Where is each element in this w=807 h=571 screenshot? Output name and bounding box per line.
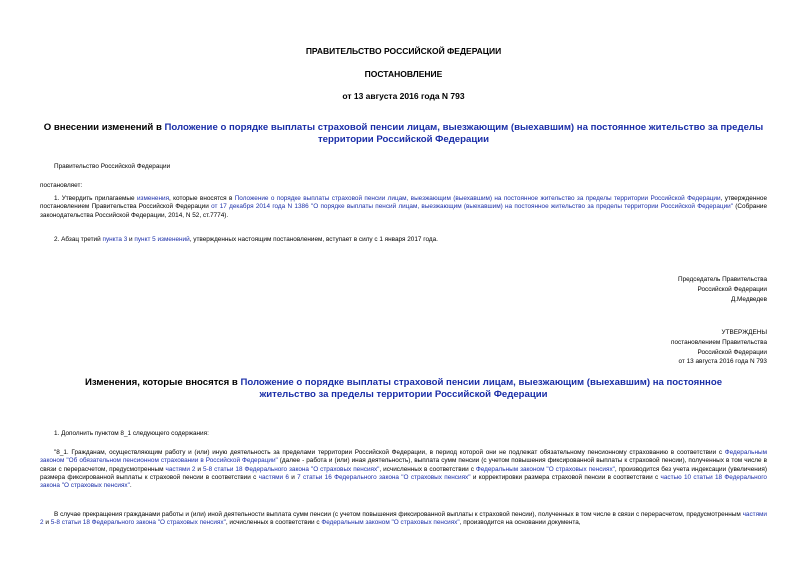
quoted-paragraph [40,449,767,490]
signature-name: Д.Медведев [730,295,767,303]
paragraph-2 [54,236,767,244]
decrees-label: постановляет: [40,182,83,189]
q-parts2-link[interactable]: частями 2 [165,465,196,473]
p3-parts2-link[interactable]: частями 2 [40,511,767,527]
approval-country: Российской Федерации [697,348,767,356]
changes-title [60,377,747,401]
p3-text-4: , производится на основании документа, [459,519,581,527]
document-type: ПОСТАНОВЛЕНИЕ [364,69,443,79]
q-text-4: , исчисленных в соответствии с [379,465,476,473]
q-text-1: "8_1. Гражданам, осуществляющим работу и (или) иную деятельность за пределами территории Российской Федерации, в период которой они не подлежат обязательному пенсионному страхованию в соответствии с [54,449,725,456]
p1-text-3: , утвержденное постановлением Правительства Российской Федерации [40,195,767,211]
q-text-7: и корректировки размера страховой пенсии в соответствии с [470,473,661,481]
changes-title-prefix: Изменения, которые вносятся в [84,377,241,388]
p2-text-2: и [127,236,135,243]
p1-text-4: (Собрание законодательства Российской Федерации, 2014, N 52, ст.7774). [40,203,767,219]
q-text-8: . [129,482,132,490]
title-regulation-link[interactable]: Положение о порядке выплаты страховой пенсии лицам, выезжающим (выехавшим) на постоянное жительство за пределы территории Российской Федерации [164,122,764,145]
signature-position: Председатель Правительства [678,276,767,283]
q-text-6: и [288,473,298,481]
q-parts6-link[interactable]: частями 6 [258,473,289,481]
approval-heading: УТВЕРЖДЕНЫ [721,329,767,336]
p3-law-pensions-link[interactable]: Федеральным законом "О страховых пенсиях" [321,519,460,527]
p1-text-2: , которые вносятся в [169,195,235,202]
document-title [40,122,767,146]
document-date-number: от 13 августа 2016 года N 793 [342,91,465,101]
p3-text-1: В случае прекращения гражданами работы и (или) иной деятельности выплата сумм пенсии (с учетом повышения фиксированной выплаты к страховой пенсии), полученных в том числе в связи с перерасчетом, предусмотренным [54,511,743,518]
signature-country: Российской Федерации [697,285,767,293]
change-item-1: 1. Дополнить пунктом 8_1 следующего содержания: [54,430,209,437]
q-article18-link[interactable]: 5-8 статьи 18 Федерального закона "О страховых пенсиях" [202,465,380,473]
approval-block [671,328,767,367]
government-name: ПРАВИТЕЛЬСТВО РОССИЙСКОЙ ФЕДЕРАЦИИ [305,46,502,56]
approval-date: от 13 августа 2016 года N 793 [678,358,767,366]
q-text-2: (далее - работа и (или) иная деятельность), выплата сумм пенсии (с учетом повышения фиксированной выплаты к страховой пенсии), полученных в том числе в связи с перерасчетом, предусмотренным [40,457,767,473]
issuer: Правительство Российской Федерации [54,163,171,170]
p2-point5-link[interactable]: пункт 5 изменений [134,236,190,243]
q-text-3: и [195,465,203,473]
title-prefix: О внесении изменений в [43,122,165,133]
p3-article18-link[interactable]: 5-8 статьи 18 Федерального закона "О страховых пенсиях" [50,519,226,527]
paragraph-1 [40,195,767,220]
changes-title-regulation-link[interactable]: Положение о порядке выплаты страховой пенсии лицам, выезжающим (выехавшим) на постоянное жительство за пределы территории Российской Федерации [240,377,723,400]
p2-point3-link[interactable]: пункта 3 [102,236,128,243]
q-article16-link[interactable]: 7 статьи 16 Федерального закона "О страховых пенсиях" [297,473,471,481]
p1-regulation-link[interactable]: Положение о порядке выплаты страховой пенсии лицам, выезжающим (выехавшим) на постоянное жительство за пределы территории Российской Федерации [234,195,721,202]
p1-text-1: 1. Утвердить прилагаемые [54,195,137,202]
p3-text-3: , исчисленных в соответствии с [225,519,322,527]
signature-block [678,275,767,304]
paragraph-termination [40,511,767,528]
approval-by: постановлением Правительства [671,338,767,346]
p2-text-3: , утвержденных настоящим постановлением, вступает в силу с 1 января 2017 года. [189,236,438,243]
q-law-ops-link[interactable]: Федеральным законом "Об обязательном пенсионном страховании в Российской Федерации" [40,449,767,465]
q-part10-link[interactable]: частью 10 статьи 18 Федерального закона "О страховых пенсиях" [40,473,767,490]
p1-resolution-link[interactable]: от 17 декабря 2014 года N 1386 "О порядке выплаты пенсий лицам, выезжающим (выехавшим) на постоянное жительство за пределы территории Российской Федерации" [211,203,733,211]
p2-text-1: 2. Абзац третий [54,236,103,243]
p3-text-2: и [43,519,51,527]
q-text-5: , производится без учета индексации (увеличения) размера фиксированной выплаты к страховой пенсии в соответствии с [40,465,767,481]
p1-changes-link[interactable]: изменения [136,195,170,202]
q-law-pensions-link[interactable]: Федеральным законом "О страховых пенсиях" [475,465,615,473]
